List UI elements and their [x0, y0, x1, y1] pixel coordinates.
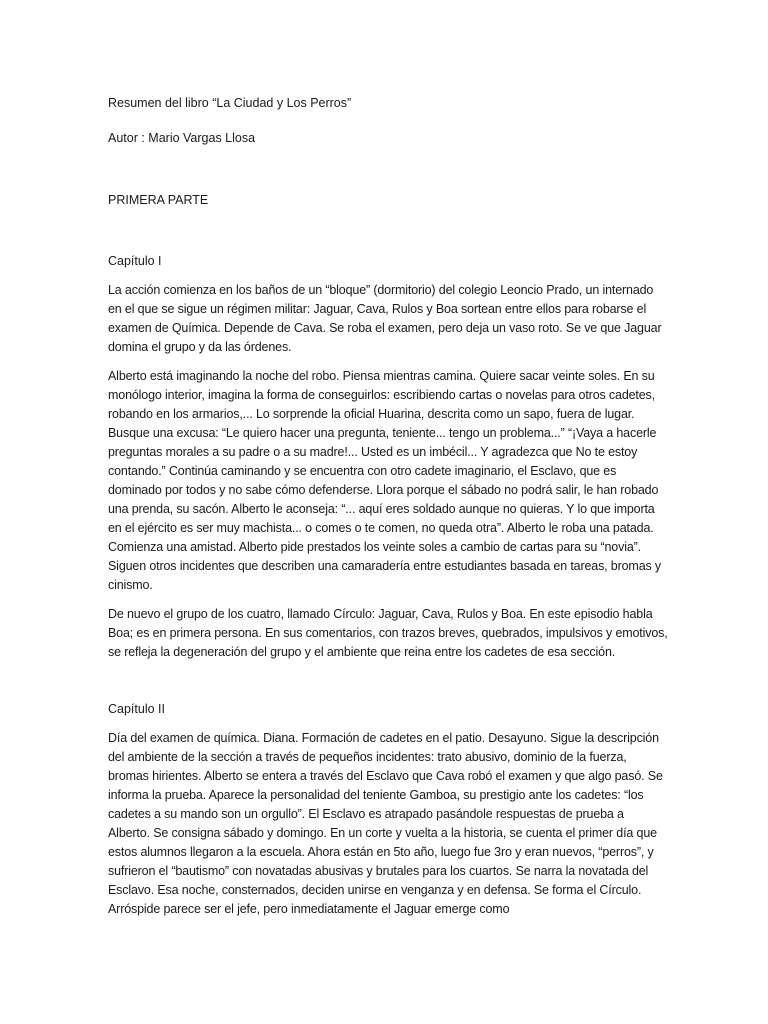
document-title: Resumen del libro “La Ciudad y Los Perros”	[108, 96, 352, 110]
paragraph: Día del examen de química. Diana. Formación de cadetes en el patio. Desayuno. Sigue la descripción del ambiente de la sección a través de pequeños incidentes: trato abusivo, dominio de la fuerza, bromas hirientes. Alberto se entera a través del Esclavo que Cava robó el examen y que algo pasó. Se informa la prueba. Aparece la personalidad del teniente Gamboa, su prestigio ante los cadetes: “los cadetes a su mando son un orgullo”. El Esclavo es atrapado pasándole respuestas de prueba a Alberto. Se consigna sábado y domingo. En un corte y vuelta a la historia, se cuenta el primer día que estos alumnos llegaron a la escuela. Ahora están en 5to año, luego fue 3ro y eran nuevos, “perros”, y sufrieron el “bautismo” con novatadas abusivas y brutales para los cuartos. Se narra la novatada del Esclavo. Esa noche, consternados, deciden unirse en venganza y en defensa. Se forma el Círculo. Arróspide parece ser el jefe, pero inmediatamente el Jaguar emerge como	[108, 731, 663, 916]
paragraph: La acción comienza en los baños de un “bloque” (dormitorio) del colegio Leoncio Prado, un internado en el que se sigue un régimen militar: Jaguar, Cava, Rulos y Boa sortean entre ellos para robarse el examen de Química. Depende de Cava. Se roba el examen, pero deja un vaso roto. Se ve que Jaguar domina el grupo y da las órdenes.	[108, 283, 662, 354]
chapter-heading: Capítulo II	[108, 702, 165, 716]
chapter-heading: Capítulo I	[108, 254, 162, 268]
paragraph: De nuevo el grupo de los cuatro, llamado Círculo: Jaguar, Cava, Rulos y Boa. En este episodio habla Boa; es en primera persona. En sus comentarios, con trazos breves, quebrados, impulsivos y emotivos, se refleja la degeneración del grupo y el ambiente que reina entre los cadetes de esa sección.	[108, 607, 668, 659]
paragraph: Alberto está imaginando la noche del robo. Piensa mientras camina. Quiere sacar veinte soles. En su monólogo interior, imagina la forma de conseguirlos: escribiendo cartas o novelas para otros cadetes, robando en los armarios,... Lo sorprende la oficial Huarina, descrita como un sapo, fuera de lugar. Busque una excusa: “Le quiero hacer una pregunta, teniente... tengo un problema...” “¡Vaya a hacerle preguntas morales a su padre o a su madre!... Usted es un imbécil... Y agradezca que No te estoy contando.” Continúa caminando y se encuentra con otro cadete imaginario, el Esclavo, que es dominado por todos y no sabe cómo defenderse. Llora porque el sábado no podrá salir, le han robado una prenda, su sacón. Alberto le aconseja: “... aquí eres soldado aunque no quieras. Y lo que importa en el ejército es ser muy machista... o comes o te comen, no queda otra”. Alberto le roba una patada. Comienza una amistad. Alberto pide prestados los veinte soles a cambio de cartas para su “novia”. Siguen otros incidentes que describen una camaradería entre estudiantes basada en tareas, bromas y cinismo.	[108, 369, 662, 592]
document-author: Autor : Mario Vargas Llosa	[108, 131, 256, 145]
document-page	[108, 94, 668, 929]
chapter-1	[108, 252, 668, 662]
part-heading: PRIMERA PARTE	[108, 193, 209, 207]
chapter-2	[108, 700, 668, 919]
